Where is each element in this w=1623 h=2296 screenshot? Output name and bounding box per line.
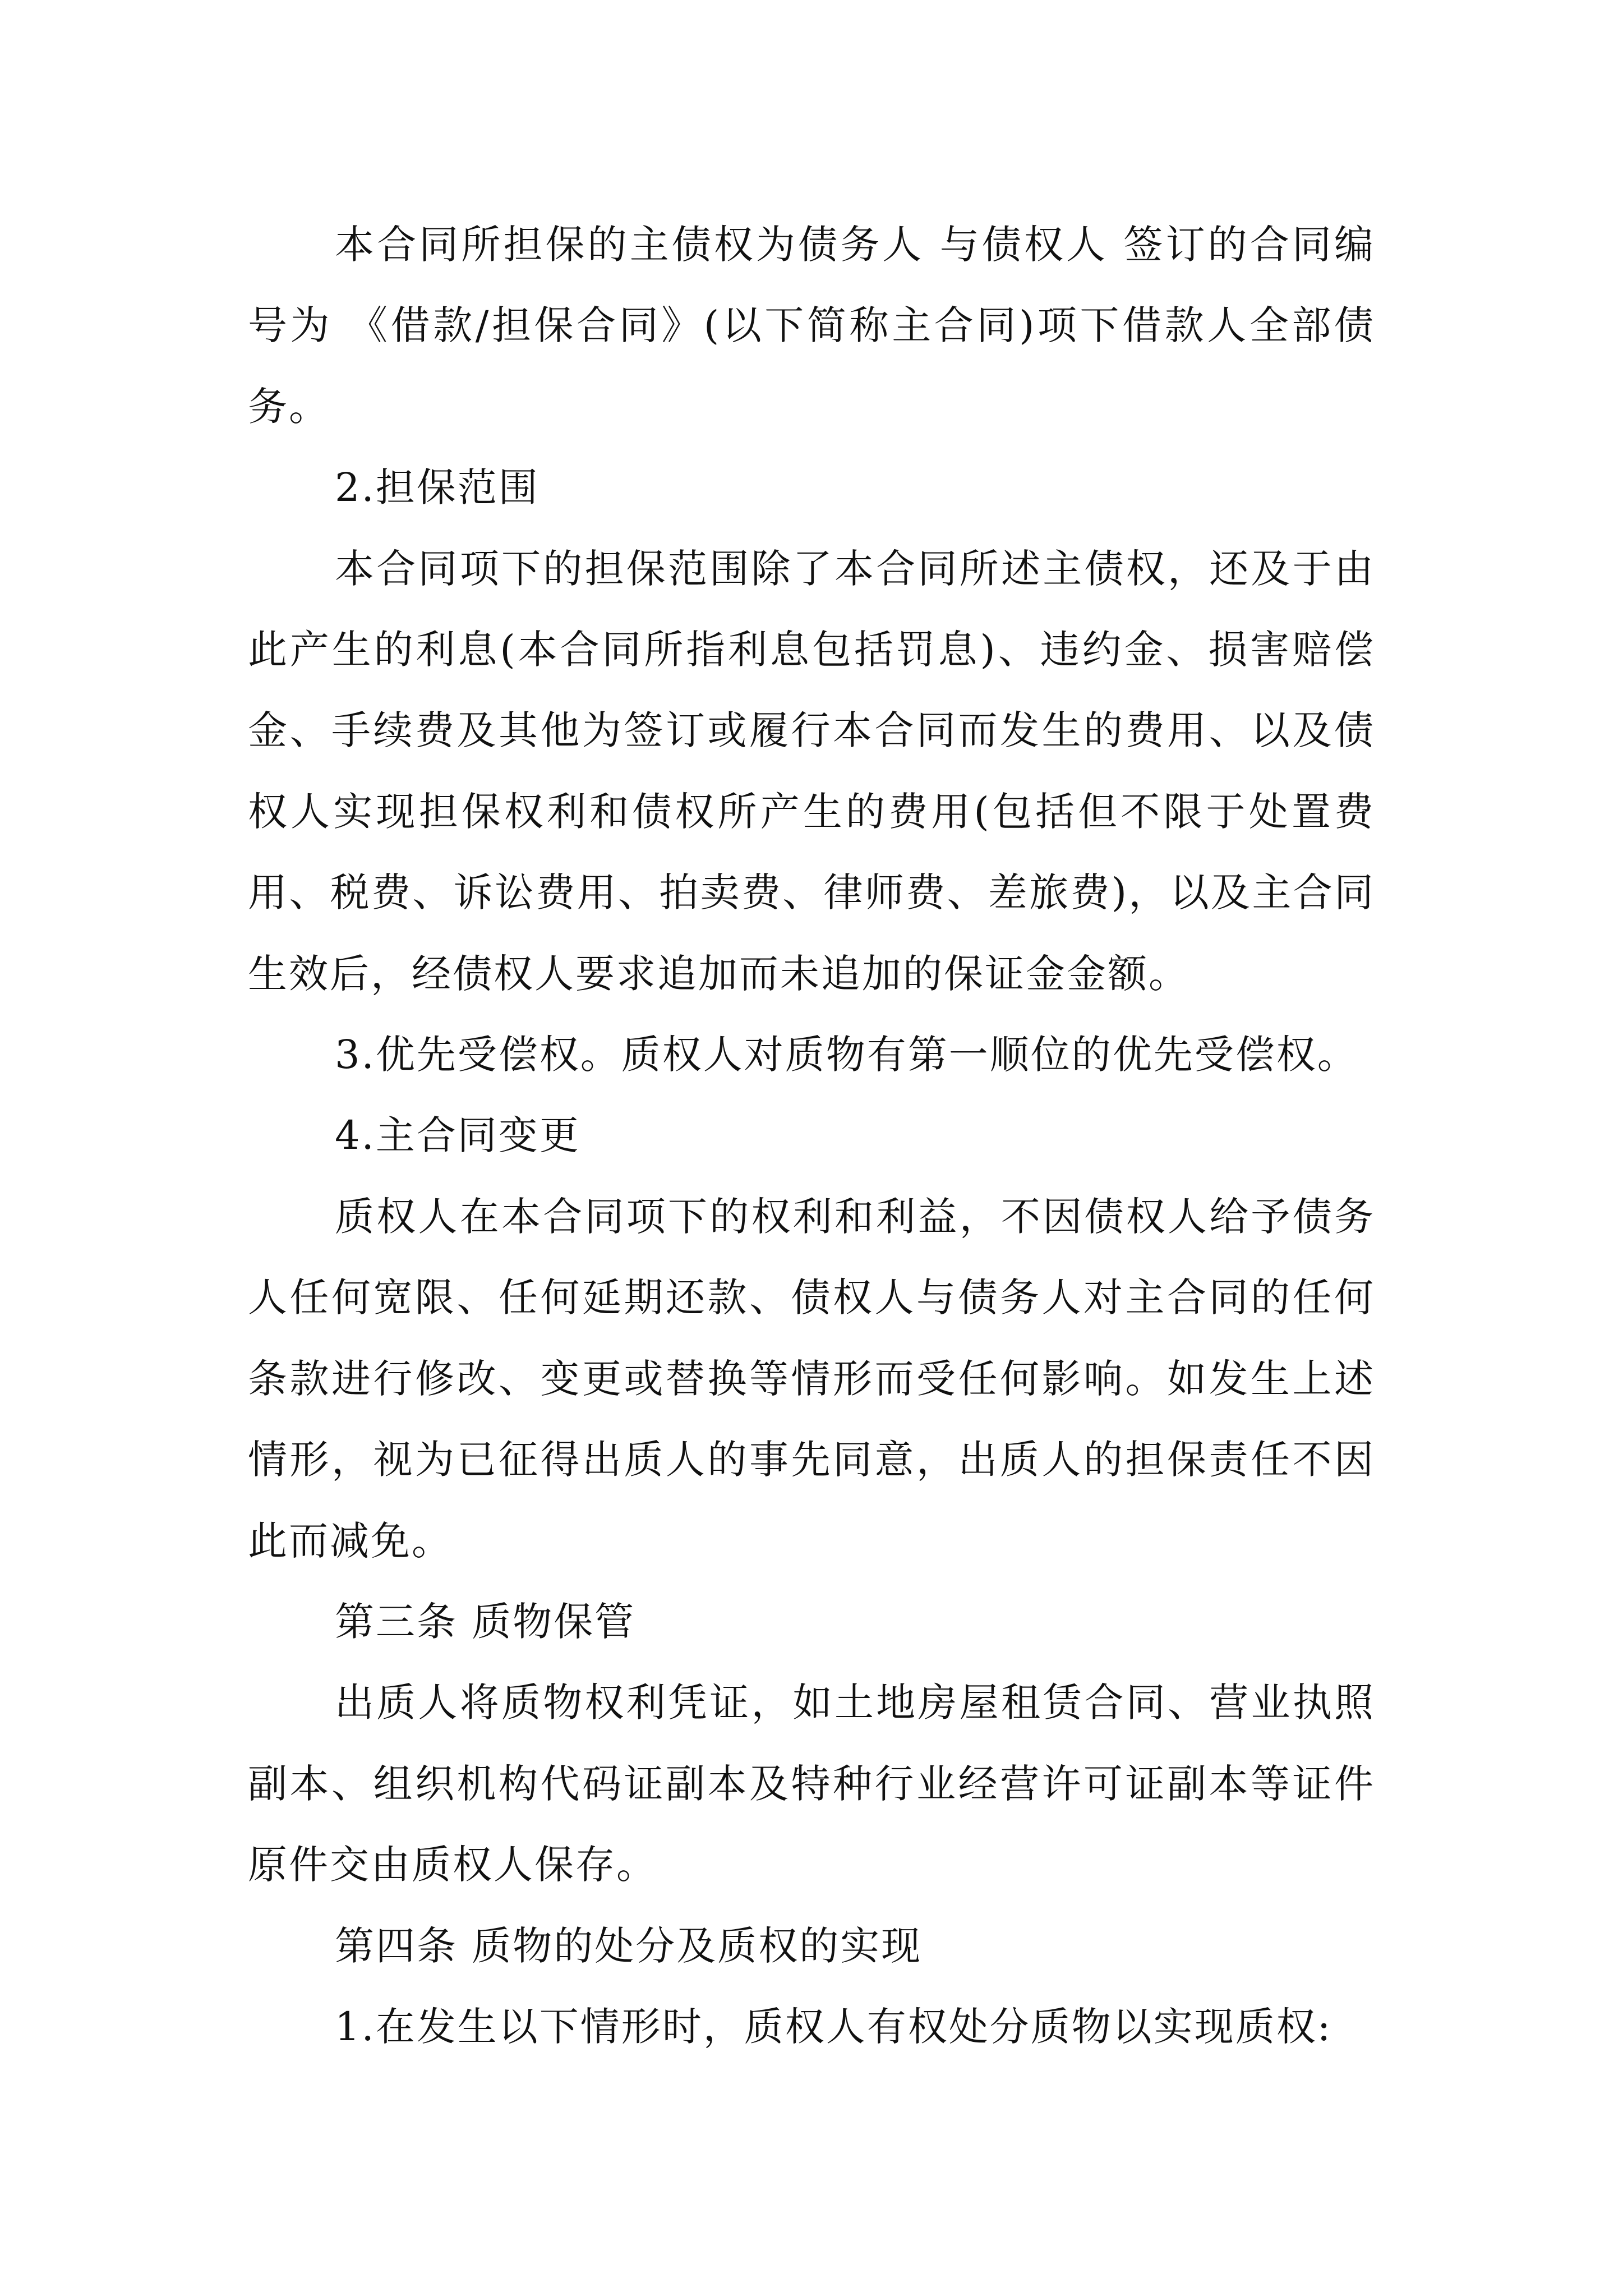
paragraph-priority-right: 3.优先受偿权。质权人对质物有第一顺位的优先受偿权。 bbox=[335, 1032, 1358, 1078]
paragraph-disposal-conditions: 1.在发生以下情形时，质权人有权处分质物以实现质权: bbox=[335, 2003, 1332, 2050]
paragraph-guarantee-scope: 本合同项下的担保范围除了本合同所述主债权，还及于由此产生的利息(本合同所指利息包括罚息)、违约金、损害赔偿金、手续费及其他为签订或履行本合同而发生的费用、以及债权人实现担保权利和债权所产生的费用(包括但不限于处置费用、税费、诉讼费用、拍卖费、律师费、差旅费)，以及主合同生效后，经债权人要求追加而未追加的保证金金额。 bbox=[248, 545, 1375, 997]
paragraph-pledge-custody: 出质人将质物权利凭证，如土地房屋租赁合同、营业执照副本、组织机构代码证副本及特种行业经营许可证副本等证件原件交由质权人保存。 bbox=[248, 1680, 1375, 1888]
paragraph-main-debt: 本合同所担保的主债权为债务人 与债权人 签订的合同编号为 《借款/担保合同》(以下简称主合同)项下借款人全部债务。 bbox=[248, 222, 1375, 430]
heading-guarantee-scope: 2.担保范围 bbox=[335, 464, 540, 511]
paragraph-main-contract-change: 质权人在本合同项下的权利和利益，不因债权人给予债务人任何宽限、任何延期还款、债权人与债务人对主合同的任何条款进行修改、变更或替换等情形而受任何影响。如发生上述情形，视为已征得出质人的事先同意，出质人的担保责任不因此而减免。 bbox=[248, 1193, 1375, 1564]
document-body bbox=[248, 204, 1375, 2067]
heading-article-three: 第三条 质物保管 bbox=[335, 1598, 636, 1645]
heading-main-contract-change: 4.主合同变更 bbox=[335, 1112, 580, 1159]
heading-article-four: 第四条 质物的处分及质权的实现 bbox=[335, 1922, 923, 1969]
